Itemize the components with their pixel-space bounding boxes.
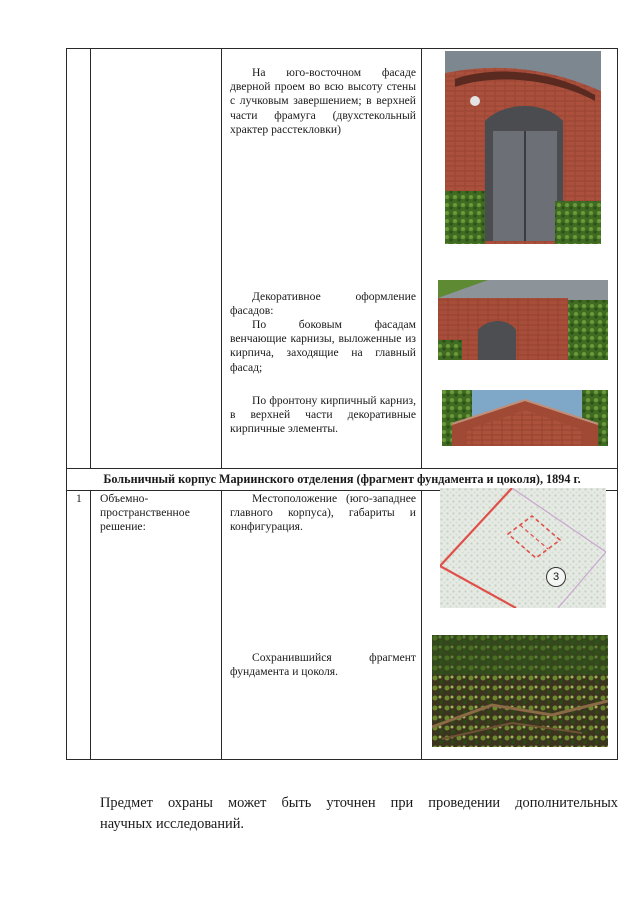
table-border-col2-lower: [221, 490, 222, 760]
table-border-col3-lower: [421, 490, 422, 760]
fragment-description: Сохранившийся фрагмент фундамента и цоколя.: [230, 651, 416, 679]
table-border-top: [66, 48, 618, 49]
row-number: 1: [76, 492, 82, 505]
door-description: На юго-восточном фасаде дверной проем во всю высоту стены с лучковым завершением; в верхней части фрамуга (двухстекольный хрaктер расстекловки): [230, 66, 416, 136]
table-border-right: [617, 48, 618, 760]
pediment-image: [442, 390, 608, 446]
table-border-col1: [90, 48, 91, 468]
category-label: Объемно-пространственное решение:: [100, 492, 190, 534]
table-border-bottom: [66, 759, 618, 760]
map-marker-badge: 3: [546, 567, 566, 587]
photo-door-facade: [445, 51, 601, 244]
location-description: Местоположение (юго-западнее главного корпуса), габариты и конфигурация.: [230, 492, 416, 534]
table-border-col1-lower: [90, 490, 91, 760]
site-map-image: [440, 488, 606, 608]
table-border-col3: [421, 48, 422, 468]
foundation-image: [432, 635, 608, 747]
table-border-left: [66, 48, 67, 760]
photo-pediment: [442, 390, 608, 446]
side-facade-image: [438, 280, 608, 360]
decor-side-facades: По боковым фасадам венчающие карнизы, выложенные из кирпича, заходящие на главный фасад;: [230, 318, 416, 374]
footer-note-line2: научных исследований.: [100, 816, 245, 832]
photo-side-facade: [438, 280, 608, 360]
decor-pediment: По фронтону кирпичный карниз, в верхней части декоративные кирпичные элементы.: [230, 394, 416, 436]
table-border-col2: [221, 48, 222, 468]
site-map: [440, 488, 606, 608]
section-title: Больничный корпус Мариинского отделения (фрагмент фундамента и цоколя), 1894 г.: [103, 472, 581, 486]
footer-note-line1: Предмет охраны может быть уточнен при проведении дополнительных: [100, 795, 618, 811]
decor-heading: Декоративное оформление фасадов:: [230, 290, 416, 318]
heritage-table: [66, 48, 618, 760]
photo-foundation-fragment: [432, 635, 608, 747]
door-facade-image: [445, 51, 601, 244]
